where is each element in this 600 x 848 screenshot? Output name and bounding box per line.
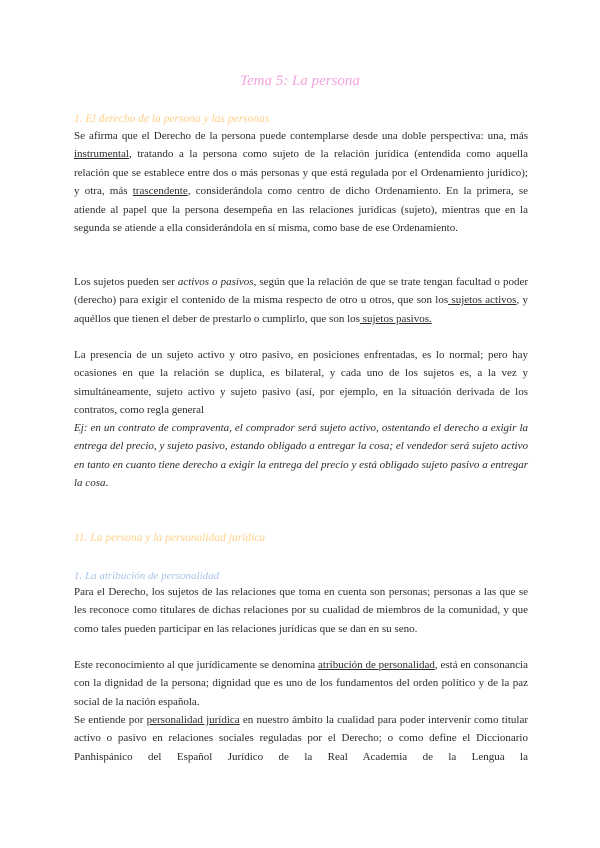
text: Se afirma que el Derecho de la persona puede contemplarse desde una doble perspectiva: una, más	[74, 130, 528, 142]
text: Los sujetos pueden ser	[74, 276, 178, 288]
text: en nuestro ámbito la cualidad para poder intervenir como titular activo o pasivo en relaciones sociales reguladas por el Derecho; o como define el Diccionario Panhispánico del Español Jurídico de la Real Academia de la Lengua la	[74, 714, 528, 763]
subsection-heading: 1. La atribución de personalidad	[74, 570, 220, 582]
paragraph-example	[74, 419, 528, 493]
text: , y aquéllos que tienen el deber de prestarlo o cumplirlo, que son los	[74, 294, 528, 325]
text: Se entiende por	[74, 714, 147, 726]
paragraph-personalidad-juridica	[74, 711, 528, 766]
text: , está en consonancia con la dignidad de la persona; dignidad que es uno de los fundamentos del orden político y de la paz social de la nación española.	[74, 659, 528, 708]
paragraph-atribucion	[74, 656, 528, 711]
paragraph-bilateral: La presencia de un sujeto activo y otro pasivo, en posiciones enfrentadas, es lo normal; pero hay ocasiones en que la relación se duplica, es bilateral, y cada uno de los sujetos es, a la vez y simultáneamente, sujeto activo y sujeto pasivo (así, por ejemplo, en la situación derivada de los contratos, como regla general	[74, 349, 528, 417]
term-sujetos-pasivos: sujetos pasivos.	[359, 312, 432, 325]
text: , tratando a la persona como sujeto de la relación jurídica (entendida como aquella relación que se establece entre dos o más personas y que está regulada por el Ordenamiento jurídico); y otra, más	[74, 148, 528, 198]
text: , considerándola como centro de dicho Ordenamiento. En la primera, se atiende al papel que la persona desempeña en las relaciones jurídicas (sujeto), mientras que en la segunda se atiende a ella considerándola en sí misma, como base de ese Ordenamiento.	[74, 185, 528, 235]
term-personalidad-juridica: personalidad jurídica	[146, 714, 240, 726]
term-trascendente: trascendente	[132, 185, 188, 198]
paragraph-sujetos	[74, 273, 528, 328]
section-heading-2: 11. La persona y la personalidad jurídica	[74, 532, 266, 544]
paragraph-personas: Para el Derecho, los sujetos de las relaciones que toma en cuenta son personas; personas a las que se les reconoce como titulares de dichas relaciones por su cualidad de miembros de la comunidad, y que como tales pueden participar en las relaciones jurídicas que se dan en su seno.	[74, 586, 528, 635]
term-instrumental: instrumental	[74, 148, 129, 161]
section-heading-1: 1. El derecho de la persona y las personas	[74, 113, 270, 125]
term-atribucion-personalidad: atribución de personalidad	[318, 659, 435, 671]
text: Este reconocimiento al que jurídicamente se denomina	[74, 659, 319, 671]
text: Ej: en un contrato de compraventa, el comprador será sujeto activo, ostentando el derecho a exigir la entrega del precio, y sujeto pasivo, estando obligado a entregar la cosa; el vendedor será sujeto activo en tanto en cuanto tiene derecho a exigir la entrega del precio y está obligado sujeto pasivo a entregar la cosa	[74, 422, 528, 490]
text: .	[105, 477, 109, 490]
page-title: Tema 5: La persona	[240, 73, 360, 89]
text: , según que la relación de que se trate tengan facultad o poder (derecho) para exigir el contenido de la misma respecto de otro u otros, que son los	[74, 276, 528, 307]
paragraph-perspectives	[74, 127, 528, 237]
term-activos-pasivos: activos o pasivos	[177, 276, 254, 288]
term-sujetos-activos: sujetos activos	[448, 294, 517, 307]
